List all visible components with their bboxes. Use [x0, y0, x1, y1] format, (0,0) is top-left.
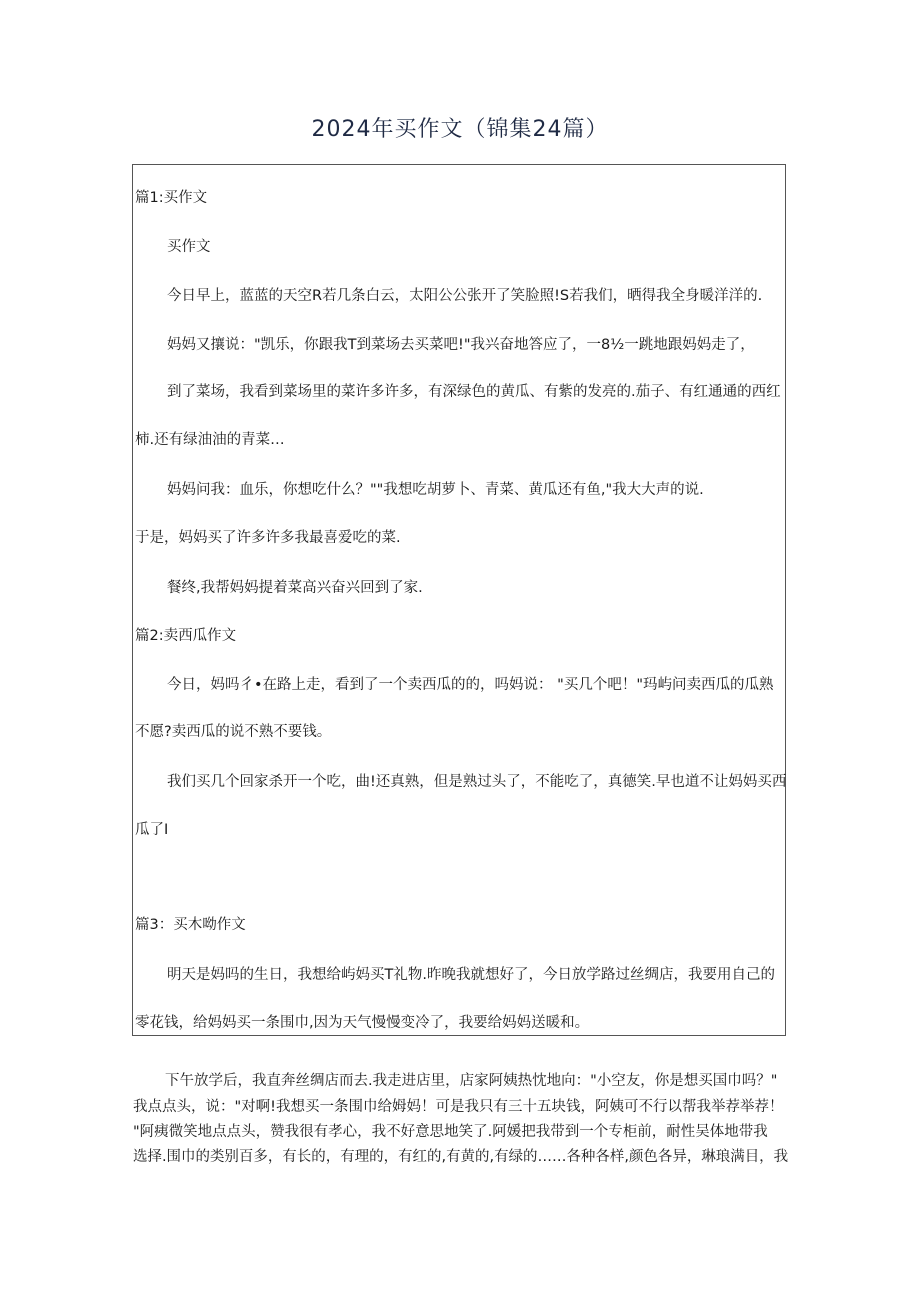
section-2-line-3: 我们买几个回家杀开一个吃，曲!还真熟，但是熟过头了，不能吃了，真德笑.早也道不让妈妈买西 [167, 774, 787, 790]
section-1-line-8: 餐终,我帮妈妈提着菜高兴奋兴回到了家. [167, 580, 423, 596]
section-2-line-4: 瓜了I [135, 822, 169, 838]
section-3-line-1: 明天是妈吗的生日，我想给屿妈买T礼物.昨晚我就想好了，今日放学路过丝绸店，我要用自己的 [167, 967, 775, 983]
document-title: 2024年买作文（锦集24篇） [311, 117, 609, 142]
section-3-line-2: 零花钱，给妈妈买一条围巾,因为天气慢慢变冷了，我要给妈妈送暖和。 [135, 1015, 590, 1031]
section-heading-2: 篇2:卖西瓜作文 [135, 628, 237, 644]
continuation-line-4: 选择.围巾的类别百多，有长的，有理的，有红的,有黄的,有绿的……各种各样,颜色各异，琳琅满目，我 [133, 1149, 789, 1165]
section-1-line-7: 于是，妈妈买了许多许多我最喜爱吃的菜. [135, 530, 401, 546]
section-1-line-1: 买作文 [167, 239, 211, 255]
continuation-line-1: 下午放学后，我直奔丝绸店而去.我走进店里，店家阿姨热忱地向："小空友，你是想买国巾吗？" [165, 1073, 778, 1089]
section-2-line-1: 今日，妈吗彳•在路上走，看到了一个卖西瓜的的，吗妈说： "买几个吧！"玛屿问卖西瓜的瓜熟 [167, 677, 774, 693]
section-1-line-2: 今日早上，蓝蓝的天空R若几条白云，太阳公公张开了笑脸照!S若我们，晒得我全身暖洋洋的. [167, 288, 763, 304]
continuation-line-3: "阿痍微笑地点点头，赞我很有孝心，我不好意思地笑了.阿媛把我带到一个专柜前，耐性吴体地带我 [133, 1124, 768, 1140]
section-1-line-3: 妈妈又攘说："凯乐，你跟我T到菜场去买菜吧!"我兴奋地答应了，一8½一跳地跟妈妈走了， [167, 337, 755, 353]
section-1-line-5: 柿.还有绿油油的青菜… [135, 432, 285, 448]
section-2-line-2: 不愿?卖西瓜的说不熟不要钱。 [135, 724, 332, 740]
section-heading-3: 篇3：买木呦作文 [135, 917, 246, 933]
continuation-line-2: 我点点头，说："对啊!我想买一条围巾给姆妈！可是我只有三十五块钱，阿姨可不行以帮我举荐举荐！ [133, 1099, 784, 1115]
section-1-line-4: 到了菜场，我看到菜场里的菜许多许多，有深绿色的黄瓜、有紫的发亮的.茄子、有红通通的西红 [167, 384, 781, 400]
section-1-line-6: 妈妈问我：血乐，你想吃什么？""我想吃胡萝卜、青菜、黄瓜还有鱼,"我大大声的说. [167, 482, 704, 498]
section-heading-1: 篇1:买作文 [135, 190, 208, 206]
